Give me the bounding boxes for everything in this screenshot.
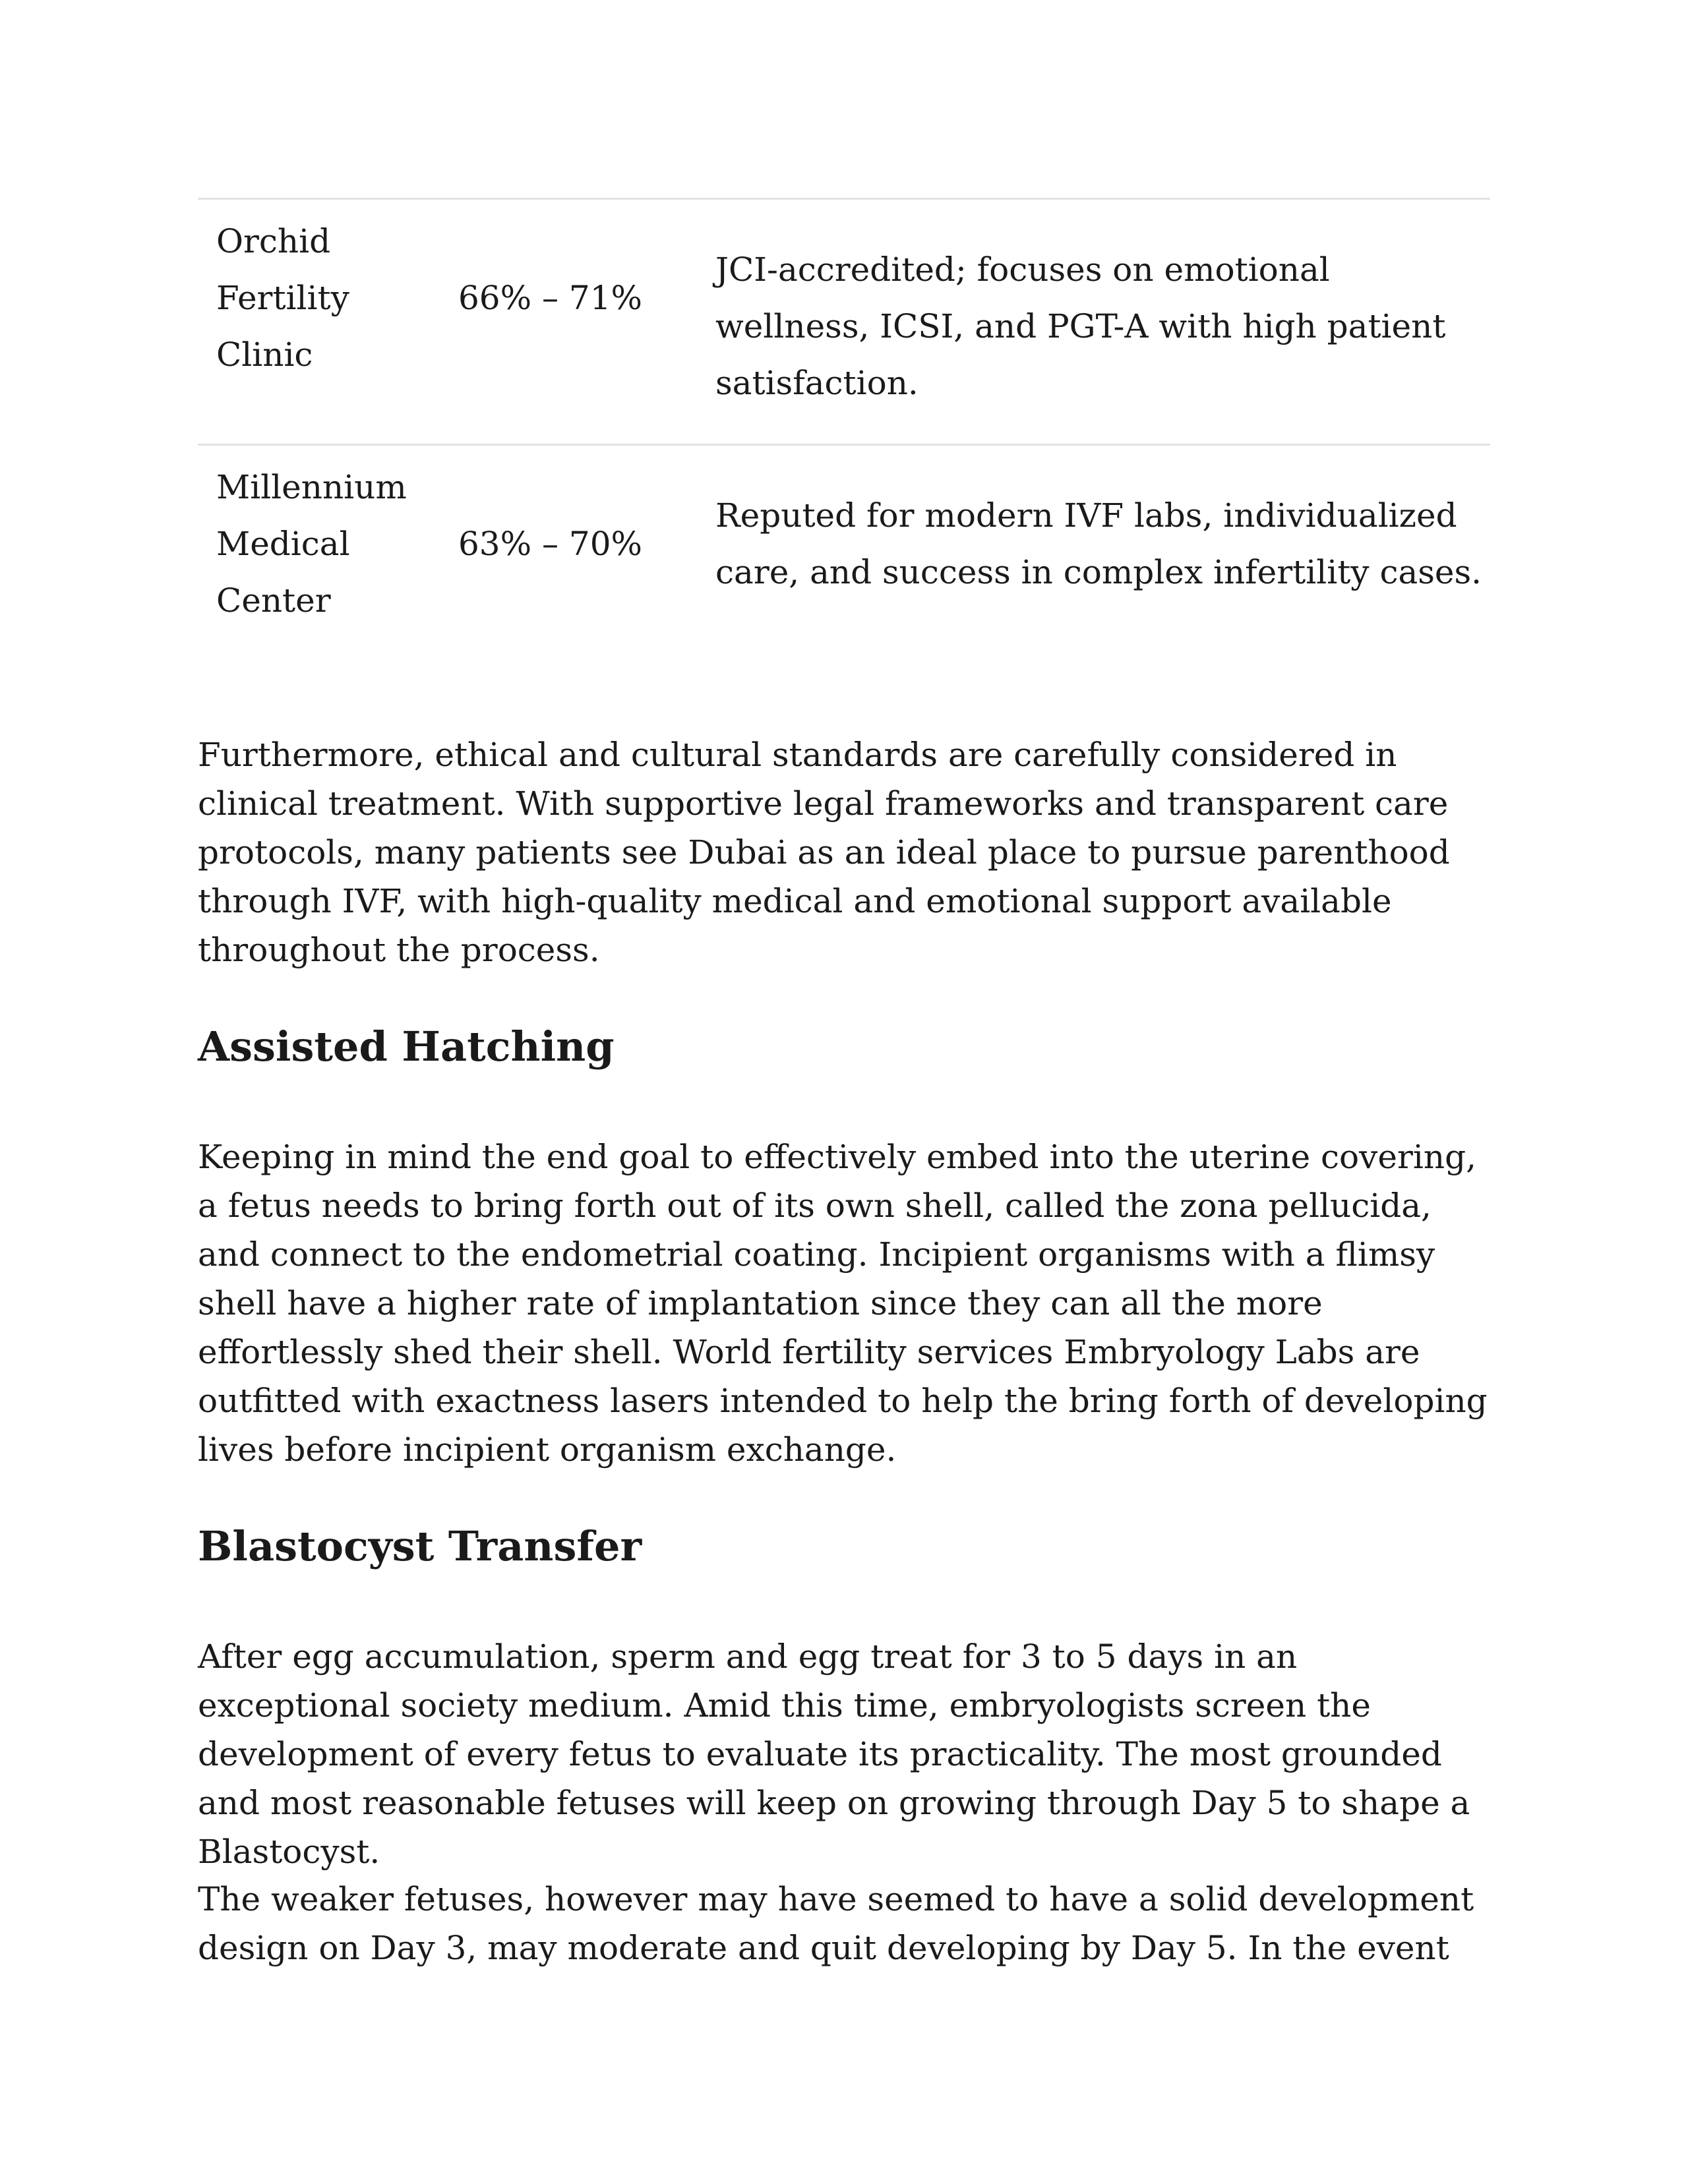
success-rate-cell: 66% – 71% [458, 279, 643, 317]
section-heading-assisted-hatching: Assisted Hatching [198, 1022, 615, 1071]
section-heading-blastocyst-transfer: Blastocyst Transfer [198, 1522, 642, 1570]
clinic-name-cell [216, 459, 434, 629]
intro-paragraph: Furthermore, ethical and cultural standards are carefully considered in clinical treatment. With supportive legal frameworks and transparent care protocols, many patients see Dubai as an ideal place to pursue parenthood through IVF, with high-quality medical and emotional support available throughout the process. [198, 736, 1450, 969]
clinic-notes-cell: JCI-accredited; focuses on emotional wellness, ICSI, and PGT-A with high patient satisfaction. [715, 251, 1446, 402]
clinic-notes-cell: Reputed for modern IVF labs, individualized care, and success in complex infertility cases. [715, 496, 1482, 591]
clinic-name-line: Orchid [216, 222, 331, 260]
clinic-name-line: Millennium [216, 468, 407, 506]
table-row [198, 444, 1490, 690]
clinic-name-cell [216, 213, 434, 383]
clinic-name-line: Medical [216, 525, 350, 563]
blastocyst-transfer-paragraph-2: The weaker fetuses, however may have seemed to have a solid development design on Day 3, may moderate and quit developing by Day 5. In the event [198, 1880, 1474, 1967]
clinic-success-rate-table [198, 198, 1490, 690]
clinic-name-line: Center [216, 581, 331, 620]
clinic-name-line: Clinic [216, 336, 313, 374]
success-rate-cell: 63% – 70% [458, 525, 643, 563]
assisted-hatching-paragraph: Keeping in mind the end goal to effectively embed into the uterine covering, a fetus needs to bring forth out of its own shell, called the zona pellucida, and connect to the endometrial coating. Incipient organisms with a flimsy shell have a higher rate of implantation since they can all the more effortlessly shed their shell. World fertility services Embryology Labs are outfitted with exactness lasers intended to help the bring forth of developing lives before incipient organism exchange. [198, 1138, 1488, 1469]
table-row [198, 198, 1490, 444]
clinic-name-line: Fertility [216, 279, 349, 317]
blastocyst-transfer-paragraph: After egg accumulation, sperm and egg treat for 3 to 5 days in an exceptional society medium. Amid this time, embryologists screen the development of every fetus to evaluate its practicality. The most grounded and most reasonable fetuses will keep on growing through Day 5 to shape a Blastocyst. [198, 1638, 1470, 1871]
